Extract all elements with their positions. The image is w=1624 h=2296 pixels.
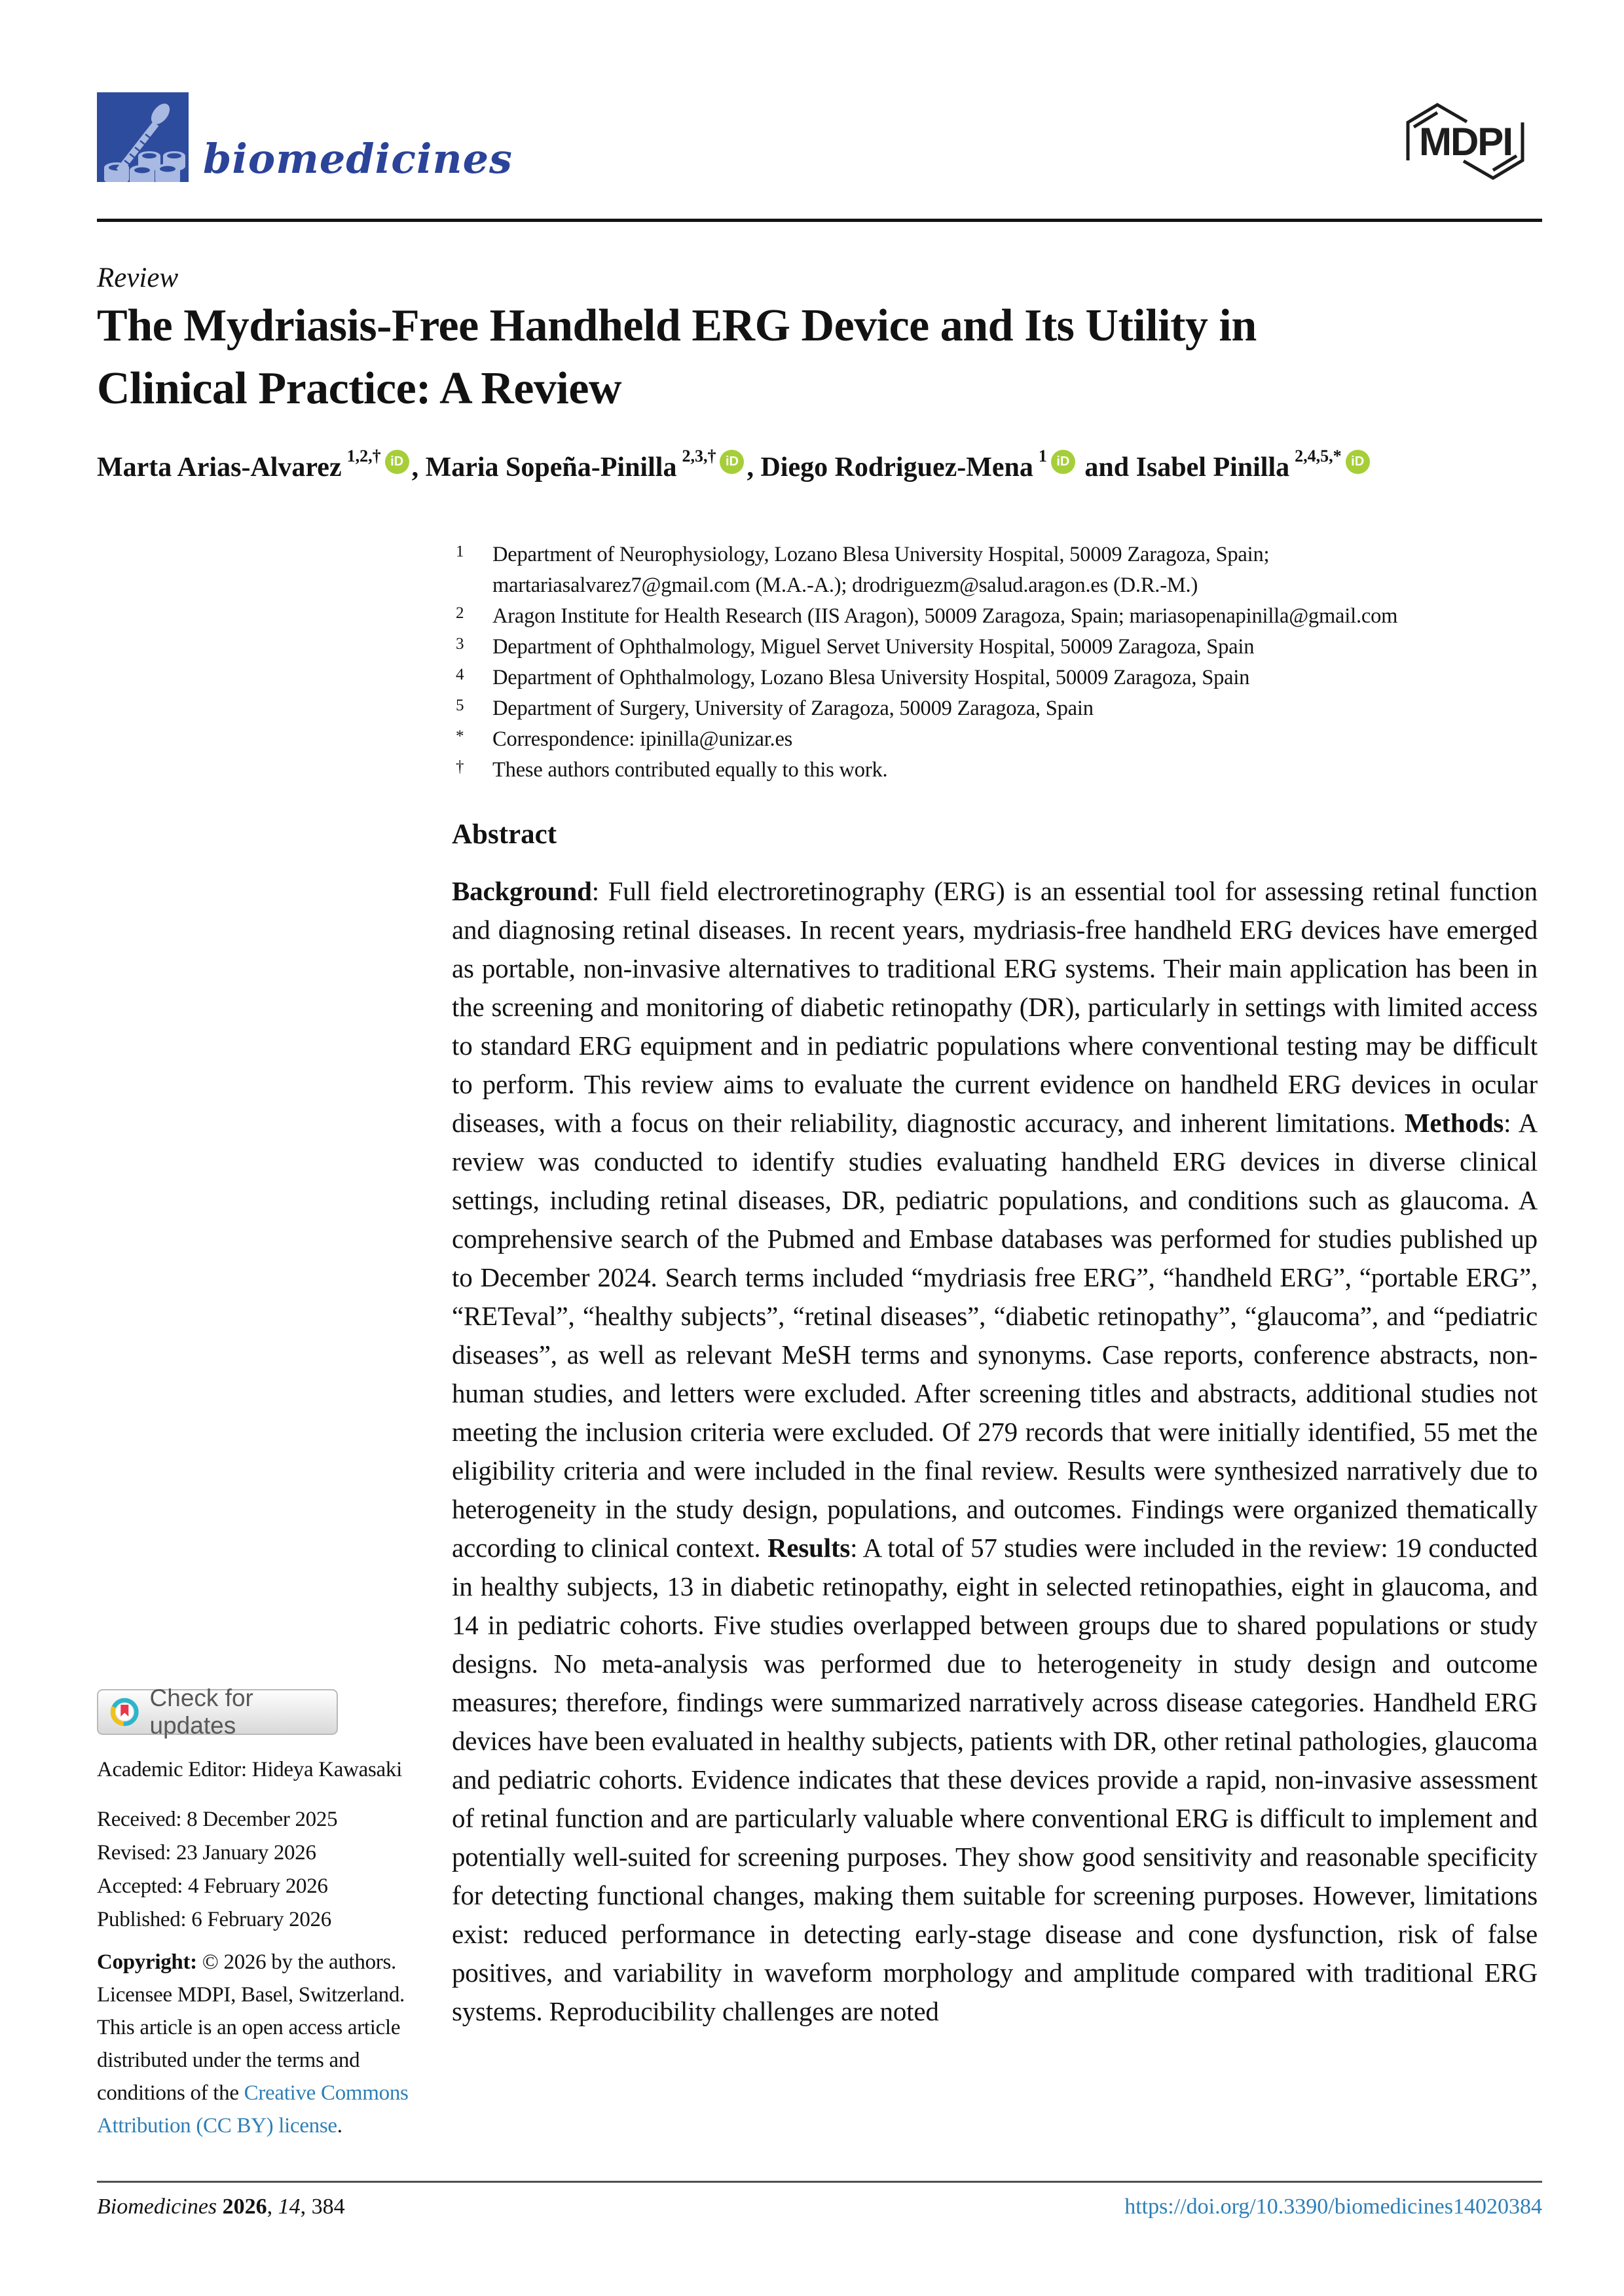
affiliations: [452, 539, 1565, 786]
affiliation-row: [452, 539, 1565, 601]
author-superscript: 1,2,†: [346, 446, 381, 465]
affiliation-row: [452, 632, 1565, 663]
author-superscript: 2,4,5,*: [1295, 446, 1342, 465]
journal-citation: [97, 2195, 345, 2219]
title-line: Clinical Practice: A Review: [97, 363, 621, 414]
academic-editor: Academic Editor: Hideya Kawasaki: [97, 1758, 402, 1781]
history-date-line: Published: 6 February 2026: [97, 1908, 331, 1931]
text-run: : A total of 57 studies were included in the review: 19 conducted in healthy subjects, 13 in diabetic retinopathy, eight in selected retinopathies, eight in glaucoma, and 14 in pediatric cohorts. Five studies overlapped between groups due to shared populations or study designs. No meta-analysis was performed due to heterogeneity in study design and outcome measures; therefore, findings were summarized narratively across disease categories. Handheld ERG devices have been evaluated in healthy subjects, patients with DR, other retinal pathologies, glaucoma and pediatric cohorts. Evidence indicates that these devices provide a rapid, non-invasive assessment of retinal function and are particularly valuable where conventional ERG is difficult to implement and potentially well-suited for screening purposes. They show good sensitivity and reasonable specificity for detecting functional changes, making them suitable for screening purposes. However, limitations exist: reduced performance in detecting early-stage disease and cone dysfunction, risk of false positives, and variability in waveform morphology and amplitude compared with traditional ERG systems. Reproducibility challenges are noted: [452, 1533, 1538, 2026]
text-run: 2026: [217, 2195, 267, 2219]
article-type-label: Review: [97, 263, 179, 293]
text-run: © 2026 by the authors.: [202, 1950, 396, 1974]
mdpi-logo[interactable]: [1400, 98, 1532, 185]
text-run: Biomedicines: [97, 2195, 217, 2219]
affiliation-marker: 3: [456, 635, 464, 653]
author-superscript: 1: [1038, 446, 1047, 465]
affiliation-line: These authors contributed equally to this work.: [492, 758, 888, 782]
biomedicines-logo-icon: [97, 92, 189, 182]
author-name: Marta Arias-Alvarez: [97, 452, 342, 483]
author-name: Isabel Pinilla: [1135, 452, 1290, 483]
affiliation-line: Department of Neurophysiology, Lozano Blesa University Hospital, 50009 Zaragoza, Spain;: [492, 543, 1270, 566]
text-run: .: [337, 2114, 342, 2138]
text-run: Licensee MDPI, Basel, Switzerland.: [97, 1983, 405, 2007]
mdpi-logo-text: MDPI: [1419, 120, 1512, 164]
affiliation-marker: 5: [456, 697, 464, 714]
orcid-icon[interactable]: iD: [720, 450, 744, 474]
affiliation-row: [452, 755, 1565, 786]
text-run: conditions of the: [97, 2081, 244, 2105]
affiliation-line: Aragon Institute for Health Research (IIS Aragon), 50009 Zaragoza, Spain; mariasopenapinilla@gmail.com: [492, 604, 1398, 628]
text-run[interactable]: Creative Commons: [244, 2081, 409, 2105]
history-date-line: Received: 8 December 2025: [97, 1808, 338, 1831]
text-run: This article is an open access article: [97, 2016, 401, 2039]
author-name: Diego Rodriguez-Mena: [760, 452, 1033, 483]
author-line: Marta Arias-Alvarez $^{1,2,\dagger}$ iD , Maria Sopeña-Pinilla $^{2,3,\dagger}$ iD , Diego Rodriguez-Mena $^1$ iD and Isabel Pinilla $^{2,4,5,*}$ iD: [97, 446, 1373, 483]
copyright-line: [97, 2044, 409, 2077]
affiliation-line: Correspondence: ipinilla@unizar.es: [492, 727, 793, 751]
check-for-updates-label: Check for updates: [149, 1685, 253, 1739]
text-run: Copyright:: [97, 1950, 202, 1974]
copyright-notice: [97, 1946, 409, 2142]
article-title: [97, 295, 1257, 420]
footer: [97, 2195, 1542, 2219]
affiliation-marker: 1: [456, 543, 464, 560]
affiliation-line: Department of Ophthalmology, Lozano Blesa University Hospital, 50009 Zaragoza, Spain: [492, 666, 1250, 689]
affiliation-marker: 2: [456, 604, 464, 622]
affiliation-row: [452, 693, 1565, 724]
affiliation-line: martariasalvarez7@gmail.com (M.A.-A.); drodriguezm@salud.aragon.es (D.R.-M.): [492, 574, 1198, 597]
affiliation-marker: 4: [456, 666, 464, 683]
copyright-line: [97, 2011, 409, 2044]
text-run: , 384: [300, 2195, 345, 2219]
text-run: 14: [278, 2195, 301, 2219]
affiliation-marker: †: [456, 758, 464, 776]
affiliation-row: [452, 724, 1565, 755]
orcid-icon[interactable]: iD: [1346, 450, 1370, 474]
copyright-line: [97, 2109, 409, 2142]
affiliation-marker: *: [456, 727, 464, 745]
title-line: The Mydriasis-Free Handheld ERG Device and Its Utility in: [97, 301, 1257, 351]
author-superscript: 2,3,†: [682, 446, 716, 465]
text-run: ,: [267, 2195, 278, 2219]
affiliation-line: Department of Surgery, University of Zaragoza, 50009 Zaragoza, Spain: [492, 697, 1094, 720]
orcid-icon[interactable]: iD: [1051, 450, 1075, 474]
text-run: : A review was conducted to identify studies evaluating handheld ERG devices in diverse clinical settings, including retinal diseases, DR, pediatric populations, and conditions such as glaucoma. A comprehensive search of the Pubmed and Embase databases was performed for studies published up to December 2024. Search terms included “mydriasis free ERG”, “handheld ERG”, “portable ERG”, “RETeval”, “healthy subjects”, “retinal diseases”, “diabetic retinopathy”, “glaucoma”, and “pediatric diseases”, as well as relevant MeSH terms and synonyms. Case reports, conference abstracts, non-human studies, and letters were excluded. After screening titles and abstracts, additional studies not meeting the inclusion criteria were excluded. Of 279 records that were initially identified, 55 met the eligibility criteria and were included in the final review. Results were synthesized narratively due to heterogeneity in the study design, populations, and outcomes. Findings were organized thematically according to clinical context.: [452, 1108, 1538, 1563]
history-date-line: Accepted: 4 February 2026: [97, 1874, 328, 1898]
history-date-line: Revised: 23 January 2026: [97, 1841, 316, 1865]
abstract-heading: Abstract: [452, 819, 557, 850]
journal-wordmark: biomedicines: [203, 135, 513, 183]
copyright-line: [97, 2077, 409, 2109]
affiliation-row: [452, 663, 1565, 693]
text-run: Methods: [1404, 1108, 1504, 1138]
text-run[interactable]: Attribution (CC BY) license: [97, 2114, 337, 2138]
crossmark-icon: [110, 1696, 139, 1728]
text-run: Results: [767, 1533, 851, 1563]
affiliation-row: [452, 601, 1565, 632]
doi-link[interactable]: https://doi.org/10.3390/biomedicines14020384: [1124, 2195, 1542, 2219]
affiliation-line: Department of Ophthalmology, Miguel Servet University Hospital, 50009 Zaragoza, Spain: [492, 635, 1255, 659]
text-run: : Full field electroretinography (ERG) is an essential tool for assessing retinal function and diagnosing retinal diseases. In recent years, mydriasis-free handheld ERG devices have emerged as portable, non-invasive alternatives to traditional ERG systems. Their main application has been in the screening and monitoring of diabetic retinopathy (DR), particularly in settings with limited access to standard ERG equipment and in pediatric populations where conventional testing may be difficult to perform. This review aims to evaluate the current evidence on handheld ERG devices in ocular diseases, with a focus on their reliability, diagnostic accuracy, and inherent limitations.: [452, 876, 1538, 1138]
history-dates: [97, 1803, 337, 1937]
footer-rule: [97, 2181, 1542, 2183]
copyright-line: [97, 1978, 409, 2011]
abstract-text: [452, 872, 1538, 2031]
copyright-line: [97, 1946, 409, 1978]
text-run: distributed under the terms and: [97, 2049, 360, 2072]
author-name: Maria Sopeña-Pinilla: [425, 452, 677, 483]
header-rule: [97, 219, 1542, 222]
orcid-icon[interactable]: iD: [385, 450, 409, 474]
text-run: Background: [452, 876, 592, 906]
check-for-updates-button[interactable]: [97, 1685, 338, 1739]
